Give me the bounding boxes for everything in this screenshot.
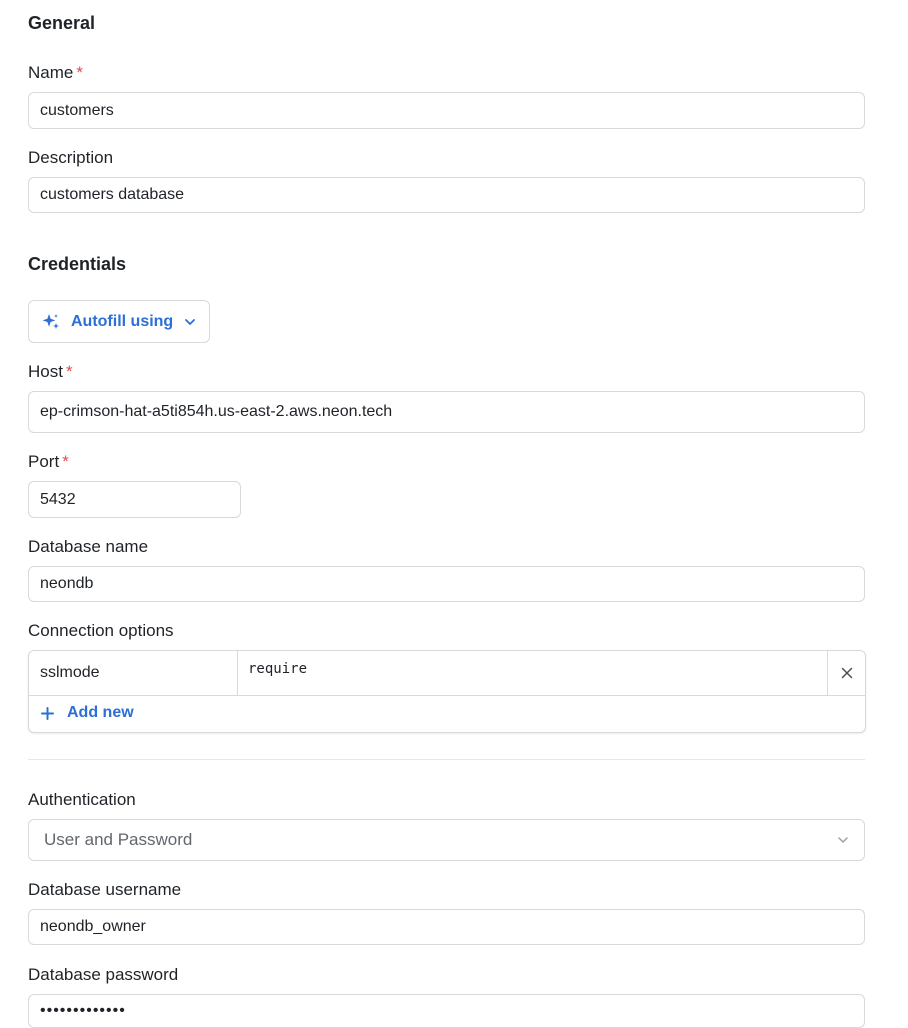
autofill-button-label: Autofill using <box>71 312 174 330</box>
remove-option-button[interactable] <box>827 651 865 695</box>
plus-icon <box>41 707 54 720</box>
connection-options-label: Connection options <box>28 621 174 640</box>
connection-option-key[interactable]: sslmode <box>29 651 238 695</box>
port-label-text: Port <box>28 452 60 471</box>
description-label: Description <box>28 148 114 167</box>
section-divider <box>28 759 865 760</box>
database-username-input[interactable] <box>28 909 865 945</box>
host-input[interactable] <box>28 391 865 433</box>
port-required-marker: * <box>62 452 69 471</box>
connection-option-value[interactable]: require <box>248 661 308 677</box>
credentials-section-title: Credentials <box>28 254 127 274</box>
autofill-button[interactable] <box>28 300 210 343</box>
port-input[interactable] <box>28 481 241 518</box>
add-new-label: Add new <box>67 704 134 721</box>
database-username-label: Database username <box>28 880 182 899</box>
general-section-title: General <box>28 13 96 33</box>
name-input[interactable] <box>28 92 865 129</box>
chevron-down-icon <box>184 316 196 328</box>
host-label-text: Host <box>28 362 63 381</box>
connection-options-table <box>28 650 866 733</box>
host-label <box>28 362 73 382</box>
close-icon <box>841 667 853 679</box>
database-password-label: Database password <box>28 965 179 984</box>
sparkle-icon <box>41 312 61 332</box>
database-password-input[interactable] <box>28 994 865 1028</box>
database-name-label: Database name <box>28 537 149 556</box>
name-required-marker: * <box>76 63 83 82</box>
authentication-select[interactable] <box>28 819 865 861</box>
add-new-option-button[interactable] <box>41 704 134 722</box>
description-input[interactable] <box>28 177 865 213</box>
authentication-label: Authentication <box>28 790 136 809</box>
host-required-marker: * <box>65 362 73 381</box>
connection-option-row <box>29 651 865 696</box>
name-label <box>28 63 83 83</box>
port-label <box>28 452 69 472</box>
name-label-text: Name <box>28 63 74 82</box>
authentication-selected-value: User and Password <box>44 830 193 849</box>
database-name-input[interactable] <box>28 566 865 602</box>
chevron-down-icon <box>837 834 849 846</box>
